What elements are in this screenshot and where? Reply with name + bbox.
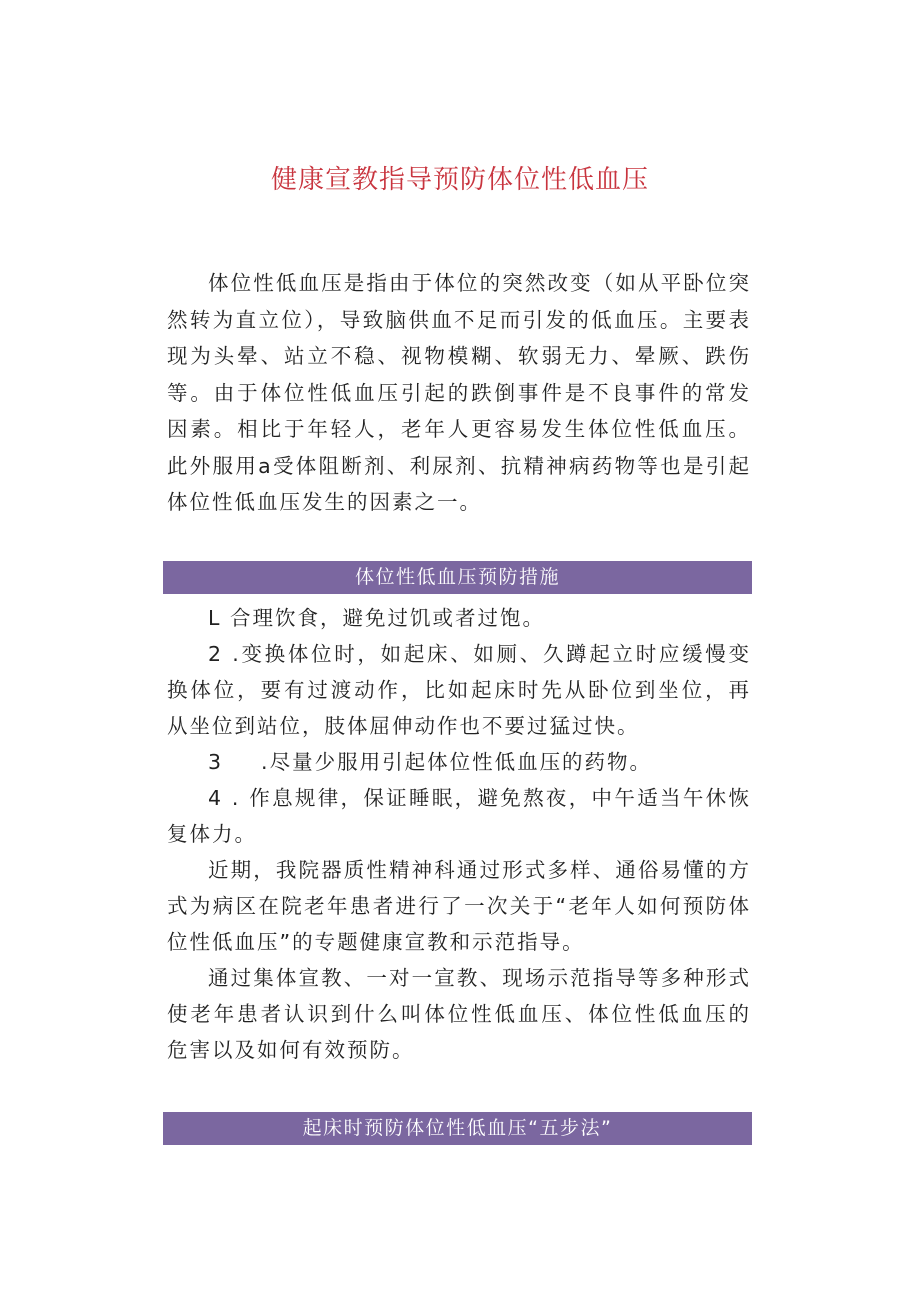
page-title: 健康宣教指导预防体位性低血压 bbox=[270, 165, 649, 195]
list-item-text: .尽量少服用引起体位性低血压的药物。 bbox=[261, 750, 653, 774]
list-item-text: . 作息规律，保证睡眠，避免熬夜，中午适当午休恢复体力。 bbox=[167, 786, 751, 846]
list-item-number: 3 bbox=[208, 750, 224, 774]
prevention-list bbox=[167, 600, 751, 1068]
intro-paragraph: 体位性低血压是指由于体位的突然改变（如从平卧位突然转为直立位），导致脑供血不足而引发的低血压。主要表现为头晕、站立不稳、视物模糊、软弱无力、晕厥、跌伤等。由于体位性低血压引起的跌倒事件是不良事件的常发因素。相比于年轻人，老年人更容易发生体位性低血压。此外服用a受体阻断剂、利尿剂、抗精神病药物等也是引起体位性低血压发生的因素之一。 bbox=[167, 271, 751, 514]
list-item-text: 合理饮食，避免过饥或者过饱。 bbox=[229, 606, 545, 630]
recent-activity-paragraph: 近期，我院器质性精神科通过形式多样、通俗易懂的方式为病区在院老年患者进行了一次关于“老年人如何预防体位性低血压”的专题健康宣教和示范指导。 bbox=[167, 858, 751, 954]
list-item bbox=[167, 600, 751, 636]
list-item bbox=[167, 780, 751, 852]
list-item-text: .变换体位时，如起床、如厕、久蹲起立时应缓慢变换体位，要有过渡动作，比如起床时先从卧位到坐位，再从坐位到站位，肢体屈伸动作也不要过猛过快。 bbox=[167, 642, 751, 738]
list-item-number: 4 bbox=[208, 786, 224, 810]
methods-paragraph: 通过集体宣教、一对一宣教、现场示范指导等多种形式使老年患者认识到什么叫体位性低血压、体位性低血压的危害以及如何有效预防。 bbox=[167, 966, 751, 1062]
list-item bbox=[167, 744, 751, 780]
intro-block bbox=[167, 265, 751, 521]
list-item bbox=[167, 636, 751, 744]
section-banner-prevention: 体位性低血压预防措施 bbox=[163, 561, 752, 594]
list-item-number: L bbox=[208, 606, 222, 630]
list-item-number: 2 bbox=[208, 642, 224, 666]
section-banner-five-steps: 起床时预防体位性低血压“五步法” bbox=[163, 1112, 752, 1145]
